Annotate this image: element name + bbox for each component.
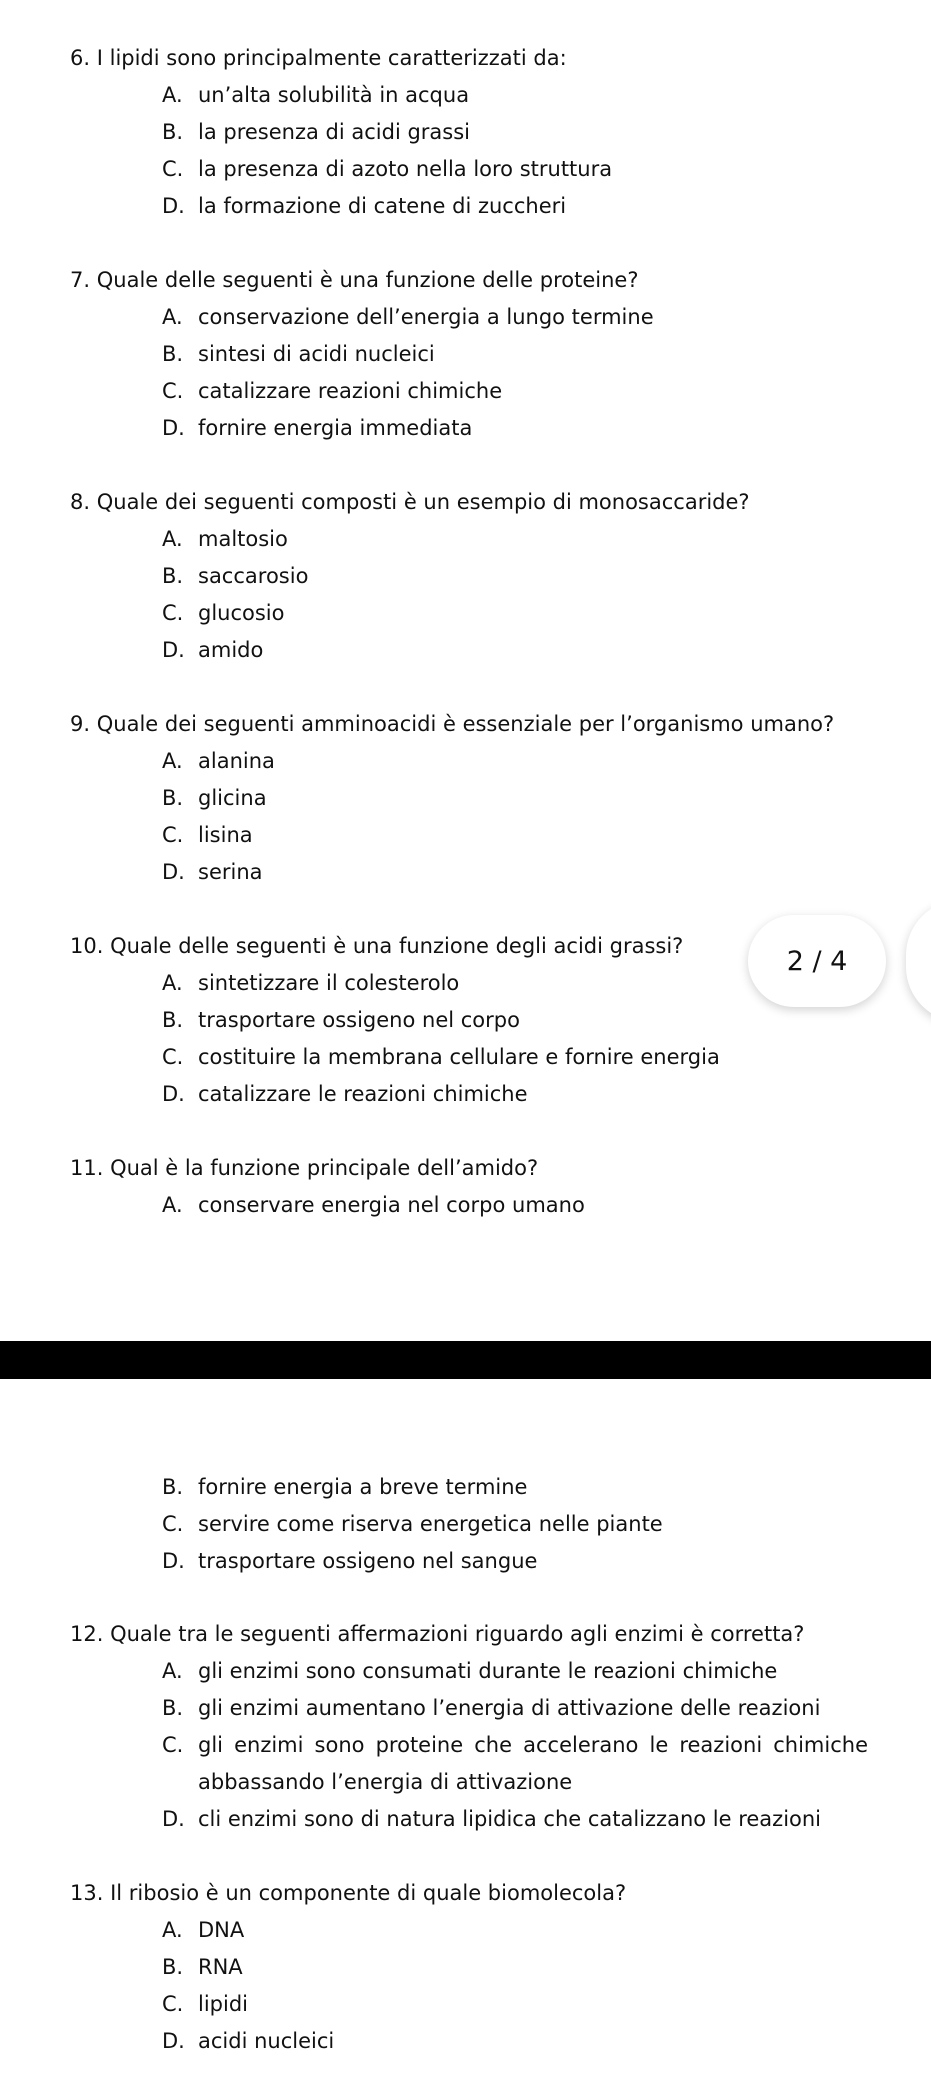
question-6 — [70, 40, 567, 77]
page-indicator-label: 2 / 4 — [786, 945, 848, 977]
option-text: amido — [198, 638, 264, 662]
option-letter: C. — [162, 601, 184, 625]
option-letter: A. — [162, 305, 183, 329]
option-8d — [162, 632, 263, 669]
option-9d — [162, 854, 263, 891]
option-letter: C. — [162, 1733, 184, 1757]
option-letter: A. — [162, 749, 183, 773]
option-text: DNA — [198, 1918, 245, 1942]
option-letter: A. — [162, 83, 183, 107]
option-letter: D. — [162, 638, 185, 662]
option-7b — [162, 336, 435, 373]
option-8b — [162, 558, 308, 595]
question-9 — [70, 706, 834, 743]
option-text: cli enzimi sono di natura lipidica che catalizzano le reazioni — [198, 1807, 822, 1831]
question-number: 10. — [70, 934, 104, 958]
option-letter: D. — [162, 1082, 185, 1106]
option-10c — [162, 1039, 720, 1076]
option-12d — [162, 1801, 821, 1838]
option-9a — [162, 743, 275, 780]
question-text: Quale delle seguenti è una funzione degli acidi grassi? — [110, 934, 684, 958]
option-text: gli enzimi sono proteine che accelerano le reazioni chimiche abbassando l’energia di attivazione — [198, 1733, 868, 1794]
option-letter: A. — [162, 527, 183, 551]
option-10d — [162, 1076, 528, 1113]
option-12a — [162, 1653, 777, 1690]
question-text: Quale dei seguenti composti è un esempio di monosaccaride? — [96, 490, 750, 514]
option-letter: B. — [162, 120, 184, 144]
option-text: lipidi — [198, 1992, 248, 2016]
page-nav-button[interactable] — [906, 900, 931, 1022]
option-text: lisina — [198, 823, 253, 847]
option-12b — [162, 1690, 820, 1727]
option-text: costituire la membrana cellulare e fornire energia — [198, 1045, 720, 1069]
option-letter: C. — [162, 1512, 184, 1536]
option-letter: C. — [162, 379, 184, 403]
option-letter: B. — [162, 1008, 184, 1032]
option-8c — [162, 595, 285, 632]
option-text: conservazione dell’energia a lungo termine — [198, 305, 654, 329]
option-text: trasportare ossigeno nel corpo — [198, 1008, 520, 1032]
option-11b — [162, 1469, 527, 1506]
option-letter: B. — [162, 1475, 184, 1499]
option-text: gli enzimi aumentano l’energia di attivazione delle reazioni — [198, 1696, 821, 1720]
option-9b — [162, 780, 267, 817]
option-text: catalizzare reazioni chimiche — [198, 379, 503, 403]
option-letter: D. — [162, 194, 185, 218]
option-letter: B. — [162, 786, 184, 810]
option-13d — [162, 2023, 334, 2060]
option-text: sintesi di acidi nucleici — [198, 342, 435, 366]
option-7d — [162, 410, 472, 447]
option-text: trasportare ossigeno nel sangue — [198, 1549, 538, 1573]
question-11 — [70, 1150, 538, 1187]
option-6c — [162, 151, 612, 188]
question-text: Quale delle seguenti è una funzione delle proteine? — [96, 268, 639, 292]
option-text: saccarosio — [198, 564, 309, 588]
option-letter: D. — [162, 1549, 185, 1573]
question-number: 12. — [70, 1622, 104, 1646]
option-text: conservare energia nel corpo umano — [198, 1193, 585, 1217]
question-8 — [70, 484, 750, 521]
option-letter: D. — [162, 860, 185, 884]
option-8a — [162, 521, 288, 558]
option-letter: D. — [162, 2029, 185, 2053]
option-7c — [162, 373, 502, 410]
option-6b — [162, 114, 470, 151]
option-10b — [162, 1002, 520, 1039]
question-text: Quale dei seguenti amminoacidi è essenziale per l’organismo umano? — [96, 712, 835, 736]
option-letter: B. — [162, 342, 184, 366]
question-text: I lipidi sono principalmente caratterizzati da: — [96, 46, 567, 70]
option-text: glucosio — [198, 601, 285, 625]
option-6d — [162, 188, 566, 225]
option-text: serina — [198, 860, 263, 884]
option-letter: A. — [162, 1918, 183, 1942]
option-letter: A. — [162, 1193, 183, 1217]
option-text: la presenza di acidi grassi — [198, 120, 471, 144]
option-text: glicina — [198, 786, 267, 810]
option-text: acidi nucleici — [198, 2029, 335, 2053]
question-13 — [70, 1875, 626, 1912]
question-text: Il ribosio è un componente di quale biomolecola? — [110, 1881, 627, 1905]
question-number: 13. — [70, 1881, 104, 1905]
option-letter: A. — [162, 971, 183, 995]
option-11a — [162, 1187, 585, 1224]
option-text: fornire energia immediata — [198, 416, 473, 440]
question-number: 9. — [70, 712, 91, 736]
question-number: 6. — [70, 46, 91, 70]
option-11d — [162, 1543, 537, 1580]
option-text: gli enzimi sono consumati durante le reazioni chimiche — [198, 1659, 778, 1683]
option-letter: D. — [162, 1807, 185, 1831]
question-7 — [70, 262, 638, 299]
option-text: la presenza di azoto nella loro struttura — [198, 157, 613, 181]
page-break-bar — [0, 1341, 931, 1379]
option-text: un’alta solubilità in acqua — [198, 83, 470, 107]
option-letter: A. — [162, 1659, 183, 1683]
option-letter: C. — [162, 823, 184, 847]
option-7a — [162, 299, 654, 336]
question-number: 8. — [70, 490, 91, 514]
question-number: 11. — [70, 1156, 104, 1180]
question-number: 7. — [70, 268, 91, 292]
option-letter: C. — [162, 157, 184, 181]
option-13a — [162, 1912, 244, 1949]
option-text: servire come riserva energetica nelle piante — [198, 1512, 663, 1536]
option-6a — [162, 77, 469, 114]
option-letter: B. — [162, 1955, 184, 1979]
option-text: la formazione di catene di zuccheri — [198, 194, 567, 218]
option-text: RNA — [198, 1955, 243, 1979]
page-indicator — [748, 915, 886, 1007]
option-text: alanina — [198, 749, 275, 773]
option-letter: B. — [162, 564, 184, 588]
option-13b — [162, 1949, 243, 1986]
option-10a — [162, 965, 459, 1002]
option-letter: D. — [162, 416, 185, 440]
question-10 — [70, 928, 683, 965]
option-text: maltosio — [198, 527, 288, 551]
option-letter: C. — [162, 1992, 184, 2016]
question-text: Quale tra le seguenti affermazioni riguardo agli enzimi è corretta? — [110, 1622, 805, 1646]
option-13c — [162, 1986, 248, 2023]
option-12c — [162, 1727, 868, 1801]
question-12 — [70, 1616, 804, 1653]
option-9c — [162, 817, 253, 854]
option-letter: C. — [162, 1045, 184, 1069]
question-text: Qual è la funzione principale dell’amido? — [110, 1156, 539, 1180]
option-text: sintetizzare il colesterolo — [198, 971, 460, 995]
option-letter: B. — [162, 1696, 184, 1720]
option-text: catalizzare le reazioni chimiche — [198, 1082, 528, 1106]
option-text: fornire energia a breve termine — [198, 1475, 528, 1499]
option-11c — [162, 1506, 663, 1543]
